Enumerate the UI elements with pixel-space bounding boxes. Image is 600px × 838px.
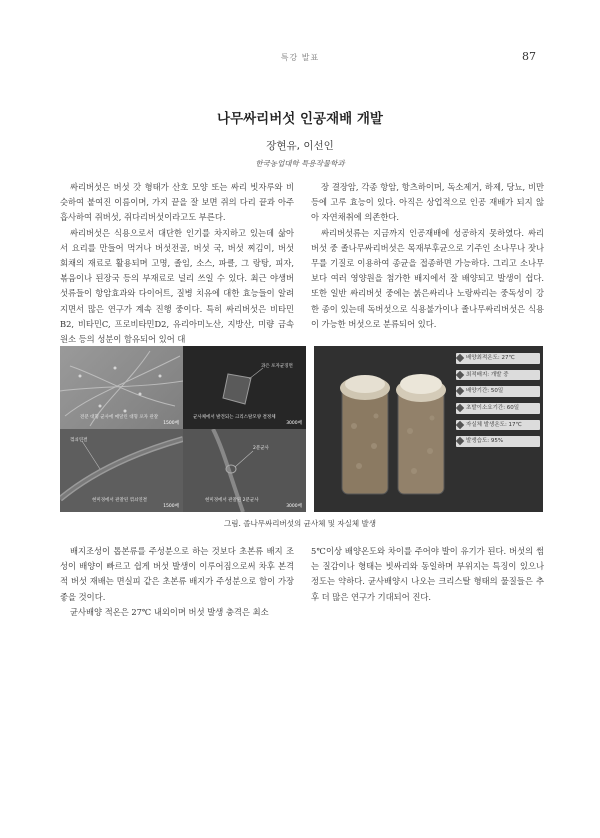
diamond-bullet-icon	[456, 437, 464, 445]
mushroom-culture-photo	[314, 346, 543, 512]
body-column-left-bottom	[60, 544, 294, 620]
article-authors: 장현유, 이선인	[266, 140, 334, 152]
legend-item	[456, 436, 540, 447]
micro-panel-annotation: 2분균사	[253, 446, 269, 451]
microscope-figure	[60, 346, 306, 512]
body-column-right-bottom	[311, 544, 544, 605]
legend-text: 발생습도: 95%	[466, 438, 504, 445]
micro-panel-scale: 3000배	[286, 421, 302, 426]
diamond-bullet-icon	[456, 354, 464, 362]
micro-panel-scale: 1500배	[163, 504, 179, 509]
diamond-bullet-icon	[456, 404, 464, 412]
culture-conditions-legend	[456, 353, 540, 453]
page-number: 87	[522, 50, 536, 63]
legend-text: 초발이소요기간: 60일	[466, 405, 520, 412]
micro-panel-label: 전분 대형 균사에 매달린 대형 포자 관찰	[80, 415, 159, 420]
legend-text: 배양기간: 50일	[466, 388, 504, 395]
micro-panel-label: 현미경에서 관찰된 꺾쇠연결	[92, 498, 148, 503]
legend-item	[456, 386, 540, 397]
micro-panel-label: 균사체에서 발견되는 크리스탈모양 결정체	[193, 415, 276, 420]
body-column-right-top	[311, 180, 544, 332]
paragraph: 싸리버섯은 버섯 갓 형태가 산호 모양 또는 싸리 빗자루와 비슷하여 붙여진 이름이며, 가지 끝을 잘 보면 쥐의 다리 끝과 아주 흡사하여 쥐버섯, 쥐다리버섯이라고도 부른다.	[60, 182, 294, 223]
paragraph: 균사배양 적온은 27℃ 내외이며 버섯 발생 충격은 최소	[70, 606, 269, 617]
paragraph: 싸리버섯류는 지금까지 인공재배에 성공하지 못하였다. 싸리버섯 중 졸나무싸리버섯은 목재부후균으로 기주인 소나무나 잣나무를 기질로 이용하여 종균을 접종하면 가능하다. 그리고 소나무보다 여러 영양원을 첨가한 배지에서 잘 배양되고 발생이 쉽다. 또한 일반 싸리버섯 중에는 붉은싸리나 노랑싸리는 중독성이 강한 종이 있는데 독버섯으로 식용불가이나 졸나무싸리버섯은 식용이 가능한 버섯으로 분류되어 있다.	[311, 227, 544, 329]
paragraph: 장 결장암, 각종 항암, 항츠하이머, 독소제거, 하제, 당뇨, 비만 등에 고루 효능이 있다. 아직은 상업적으로 인공 재배가 되지 않아 자연채취에 의존한다.	[311, 182, 544, 223]
micro-panel-hyphae	[183, 429, 306, 512]
legend-text: 자실체 발생온도: 17℃	[466, 421, 522, 428]
diamond-bullet-icon	[456, 387, 464, 395]
legend-text: 최적배지: 개발 중	[466, 371, 509, 378]
diamond-bullet-icon	[456, 421, 464, 429]
article-affiliation: 한국농업대학 특용작물학과	[255, 159, 345, 168]
paragraph: 싸리버섯은 식용으로서 대단한 인기를 차지하고 있는데 삶아서 요리를 만들어 먹거나 버섯전골, 버섯 국, 버섯 찌김이, 버섯 회채의 재료로 활용되며 고명, 졸임, 소스, 파클, 그 랑탕, 피자, 볶음이나 된장국 등의 부재료로 널리 쓰일 수 있다. 최근 야생버섯류들이 항암효과와 다이어트, 질병 치유에 대한 효능들이 알려지면서 많은 연구가 계속 진행 중이다. 특히 싸리버섯은 비타민B2, 비타민C, 프로비타민D2, 유리아미노산, 지방산, 미량 금속원소 등의 성분이 함유되어 있어 대	[60, 227, 294, 345]
legend-item	[456, 353, 540, 364]
running-header: 특강 발표	[280, 53, 320, 62]
micro-panel-scale: 1500배	[163, 421, 179, 426]
figure-caption: 그림. 졸나무싸리버섯의 균사체 및 자실체 발생	[224, 519, 376, 528]
micro-panel-spores	[60, 346, 183, 429]
micro-panel-crystal	[183, 346, 306, 429]
micro-panel-clamp	[60, 429, 183, 512]
legend-item	[456, 370, 540, 381]
legend-item	[456, 420, 540, 431]
legend-item	[456, 403, 540, 414]
micro-panel-scale: 3000배	[286, 504, 302, 509]
paragraph: 5℃이상 배양온도와 차이를 주어야 발이 유기가 된다. 버섯의 썸는 질감이나 형태는 빗싸리와 동일하며 부위지는 특징이 있으나 정도는 약하다. 균사배양시 나오는 크리스탈 형태의 물질들은 추후 더 많은 연구가 기대되어 진다.	[311, 546, 544, 602]
micro-panel-annotation: 과은 포자균징면	[261, 364, 293, 369]
micro-panel-label: 현미경에서 관찰된 2분균사	[205, 498, 259, 503]
micro-panel-annotation: 꺾쇠연결	[70, 438, 88, 443]
diamond-bullet-icon	[456, 370, 464, 378]
legend-text: 배양최적온도: 27℃	[466, 355, 515, 361]
body-column-left-top	[60, 180, 294, 347]
paragraph: 배지조성이 톱본류를 주성분으로 하는 것보다 초본류 배지 조성이 배양이 빠르고 쉽게 버섯 발생이 이루어짐으로써 차후 본격적 버섯 재배는 면실피 같은 초본류 배지가 주성분으로 함이 가장 좋을 것이다.	[60, 546, 294, 602]
article-title: 나무싸리버섯 인공재배 개발	[217, 111, 383, 127]
